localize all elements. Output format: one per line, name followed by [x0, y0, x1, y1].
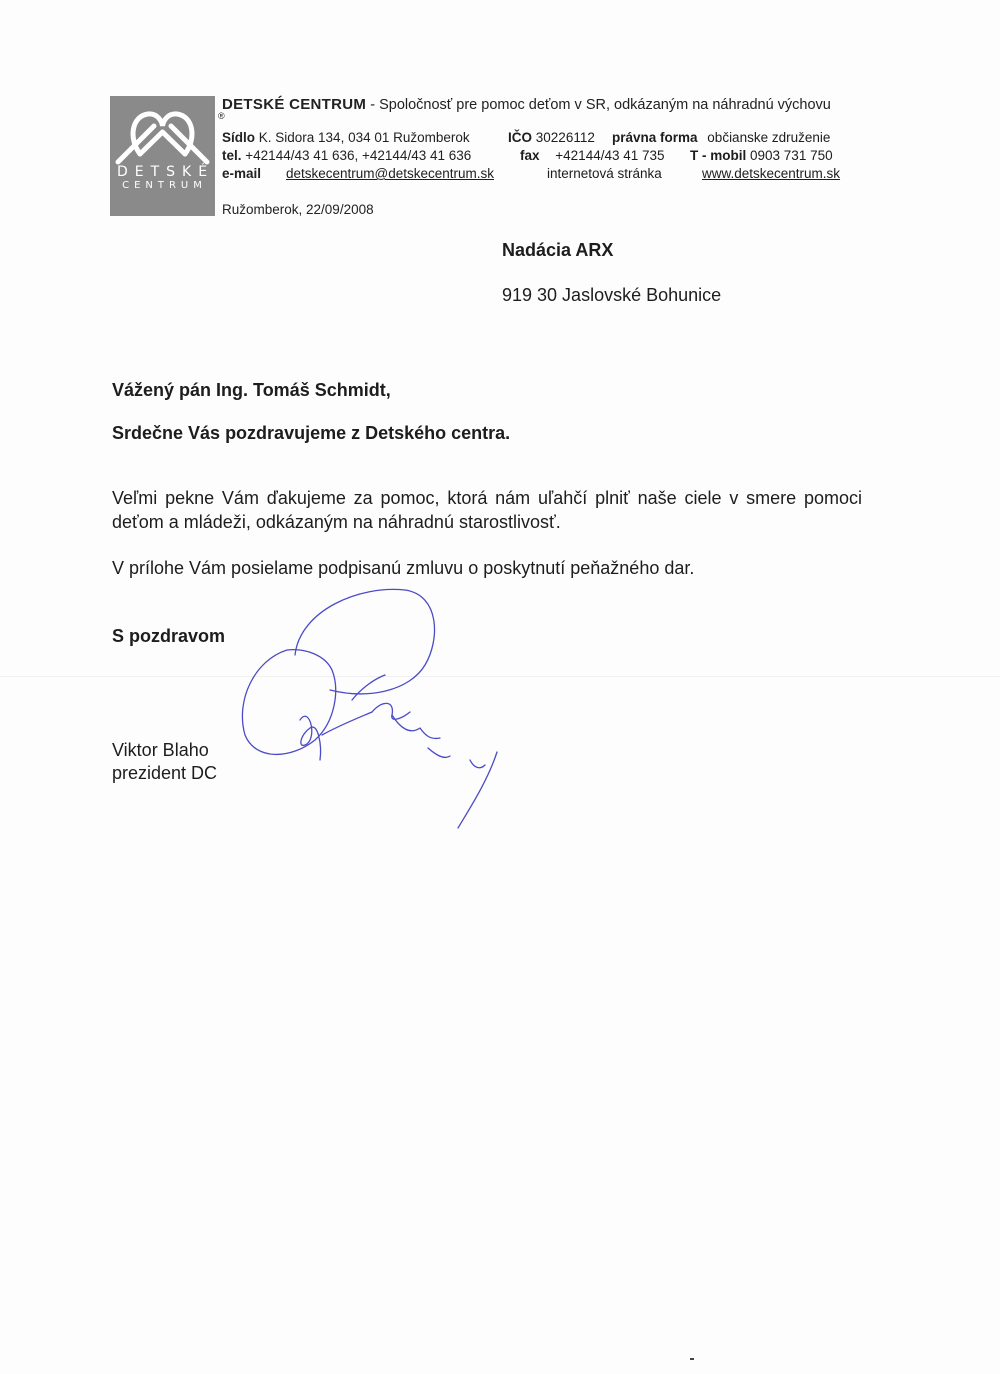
registered-mark: ®	[218, 111, 225, 121]
addressee-city: 919 30 Jaslovské Bohunice	[502, 285, 722, 305]
tel-label: tel.	[222, 148, 242, 163]
ico-value: 30226112	[535, 130, 595, 145]
greeting: Srdečne Vás pozdravujeme z Detského centra.	[112, 423, 511, 443]
web-link[interactable]: www.detskecentrum.sk	[702, 166, 841, 181]
email-link[interactable]: detskecentrum@detskecentrum.sk	[286, 166, 495, 181]
org-tagline: - Spoločnosť pre pomoc deťom v SR, odkázaným na náhradnú výchovu	[370, 97, 831, 113]
paragraph-attachment: V prílohe Vám posielame podpisanú zmluvu o poskytnutí peňažného dar.	[112, 558, 695, 578]
fax-label: fax	[520, 148, 540, 163]
logo-word-centrum: CENTRUM	[122, 180, 207, 191]
place-date: Ružomberok, 22/09/2008	[222, 202, 374, 217]
addressee-name: Nadácia ARX	[502, 240, 614, 260]
fax-value: +42144/43 41 735	[555, 148, 665, 163]
ico-label: IČO	[508, 130, 533, 145]
sidlo-label: Sídlo	[222, 130, 255, 145]
mobil-value: 0903 731 750	[750, 148, 833, 163]
web-label: internetová stránka	[547, 166, 662, 181]
signer-name: Viktor Blaho	[112, 740, 209, 760]
logo-word-detske: DETSKÉ	[116, 164, 215, 180]
org-name: DETSKÉ CENTRUM	[222, 96, 367, 113]
mobil-label: T - mobil	[690, 148, 747, 163]
paragraph-thanks: Veľmi pekne Vám ďakujeme za pomoc, ktorá nám uľahčí plniť naše ciele v smere pomoci deťom a mládeži, odkázaným na náhradnú starostlivosť.	[112, 488, 862, 532]
sidlo-value: K. Sidora 134, 034 01 Ružomberok	[258, 130, 470, 145]
signer-title: prezident DC	[112, 763, 218, 783]
scan-speck	[690, 1358, 694, 1360]
forma-label: právna forma	[612, 130, 698, 145]
forma-value: občianske združenie	[707, 130, 831, 145]
email-label: e-mail	[222, 166, 262, 181]
closing: S pozdravom	[112, 626, 226, 646]
tel-value: +42144/43 41 636, +42144/43 41 636	[245, 148, 472, 163]
salutation: Vážený pán Ing. Tomáš Schmidt,	[112, 380, 391, 400]
